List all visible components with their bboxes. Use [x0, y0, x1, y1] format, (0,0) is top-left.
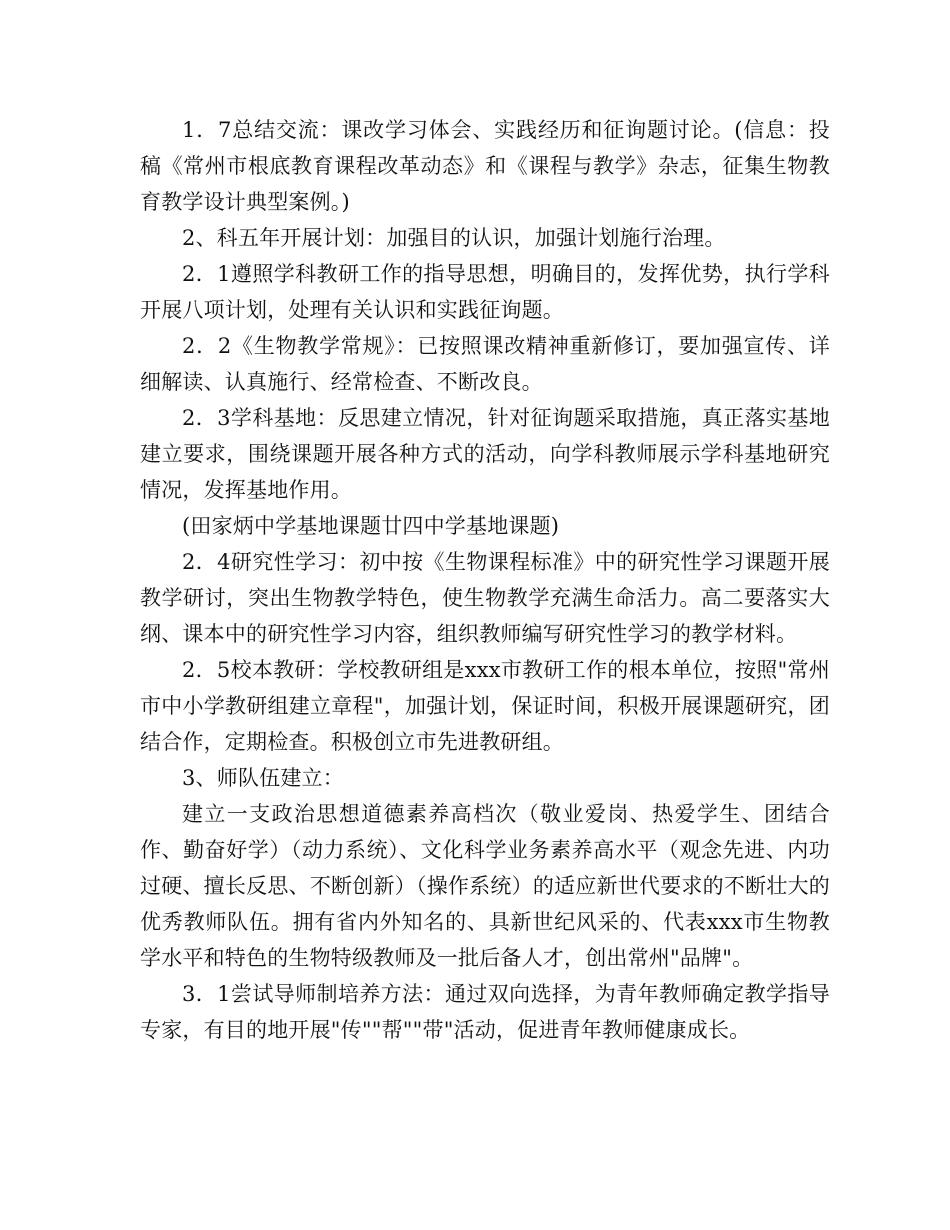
- paragraph-2-1-guidance: 2．1遵照学科教研工作的指导思想，明确目的，发挥优势，执行学科开展八项计划，处理有关认识和实践征询题。: [140, 262, 830, 322]
- paragraph-2-3-subject-base: 2．3学科基地：反思建立情况，针对征询题采取措施，真正落实基地建立要求，围绕课题开展各种方式的活动，向学科教师展示学科基地研究情况，发挥基地作用。: [140, 406, 830, 502]
- paragraph-2-5-school-research: 2．5校本教研：学校教研组是xxx市教研工作的根本单位，按照"常州市中小学教研组建立章程"，加强计划，保证时间，积极开展课题研究，团结合作，定期检查。积极创立市先进教研组。: [140, 658, 830, 754]
- paragraph-3-1-mentor-system: 3．1尝试导师制培养方法：通过双向选择，为青年教师确定教学指导专家，有目的地开展"传""帮""带"活动，促进青年教师健康成长。: [140, 982, 830, 1042]
- paragraph-2-2-teaching-routine: 2．2《生物教学常规》：已按照课改精神重新修订，要加强宣传、详细解读、认真施行、经常检查、不断改良。: [140, 334, 830, 394]
- document-body: [140, 112, 830, 1048]
- paragraph-3-teacher-team: 3、师队伍建立：: [182, 766, 344, 790]
- paragraph-teacher-team-detail: 建立一支政治思想道德素养高档次（敬业爱岗、热爱学生、团结合作、勤奋好学）（动力系统）、文化科学业务素养高水平（观念先进、内功过硬、擅长反思、不断创新）（操作系统）的适应新世代要求的不断壮大的优秀教师队伍。拥有省内外知名的、具新世纪风采的、代表xxx市生物教学水平和特色的生物特级教师及一批后备人才，创出常州"品牌"。: [140, 802, 830, 970]
- paragraph-base-topics: (田家炳中学基地课题廿四中学基地课题): [182, 514, 560, 538]
- paragraph-1-7-summary: 1．7总结交流：课改学习体会、实践经历和征询题讨论。(信息：投稿《常州市根底教育课程改革动态》和《课程与教学》杂志，征集生物教育教学设计典型案例。): [140, 118, 830, 214]
- paragraph-2-4-research-learning: 2．4研究性学习：初中按《生物课程标准》中的研究性学习课题开展教学研讨，突出生物教学特色，使生物教学充满生命活力。高二要落实大纲、课本中的研究性学习内容，组织教师编写研究性学习的教学材料。: [140, 550, 830, 646]
- paragraph-2-five-year-plan: 2、科五年开展计划：加强目的认识，加强计划施行治理。: [182, 226, 726, 250]
